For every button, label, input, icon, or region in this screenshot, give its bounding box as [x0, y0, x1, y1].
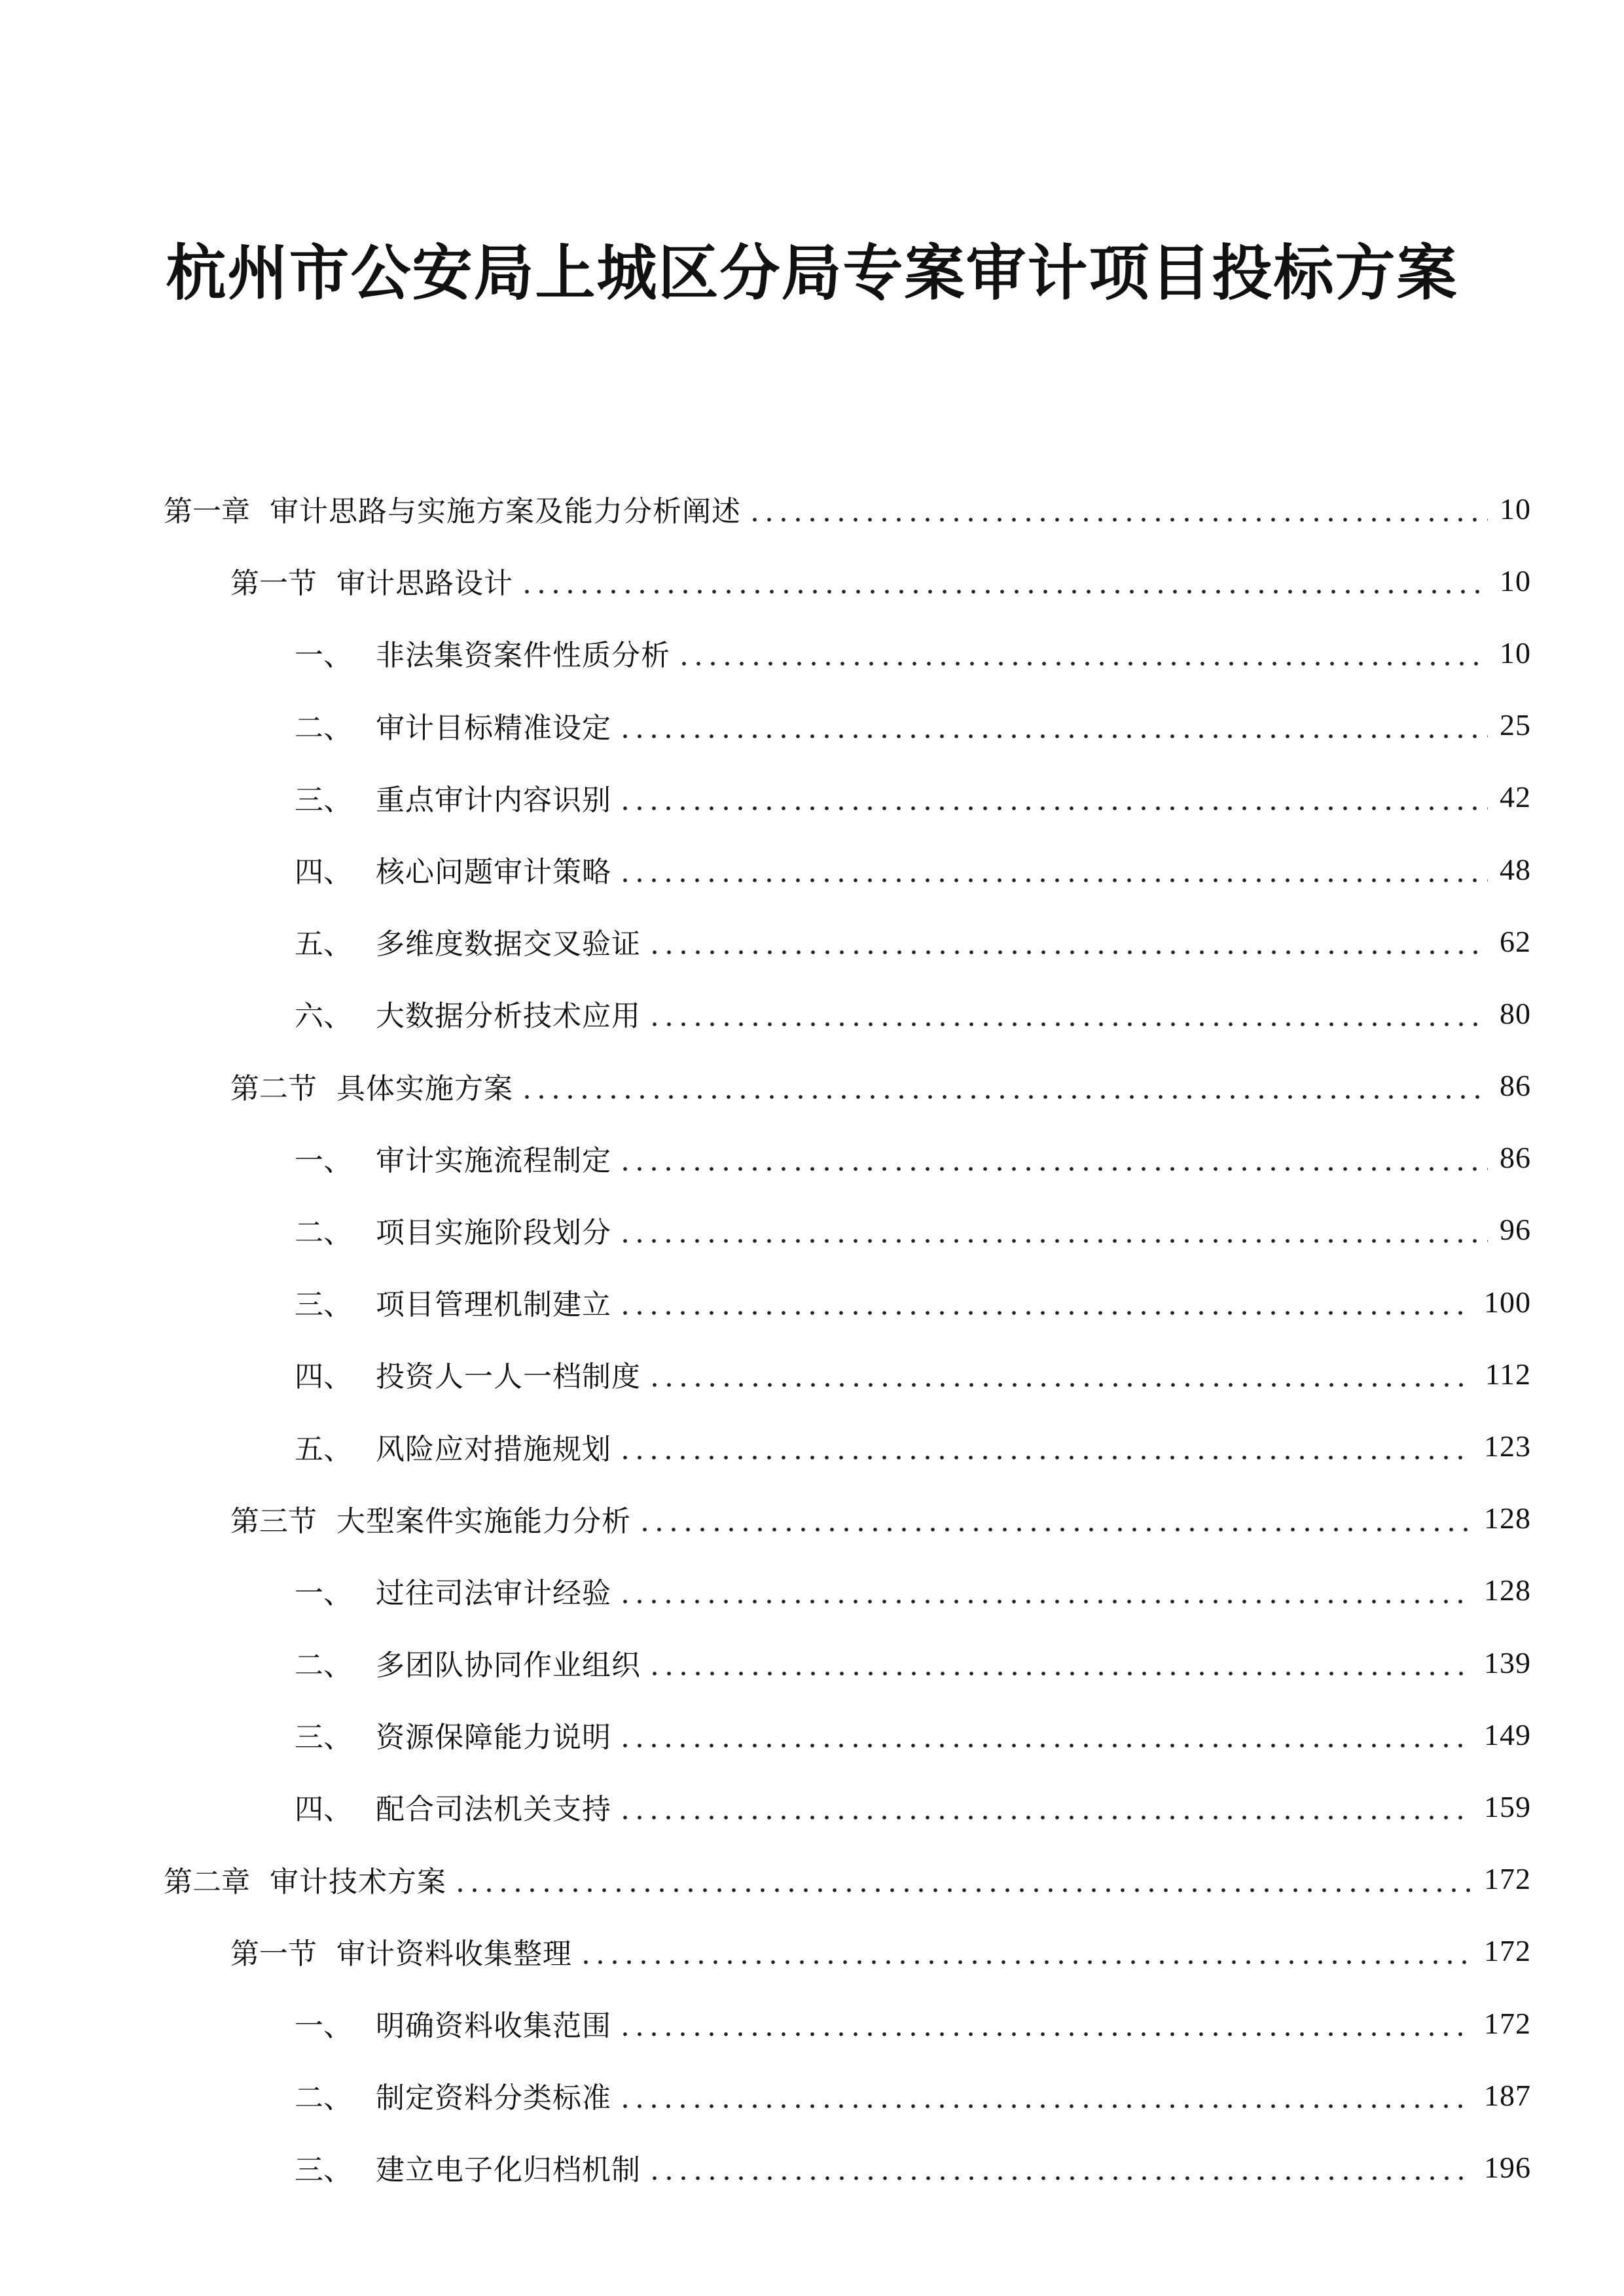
toc-page-number: 123 — [1484, 1429, 1531, 1463]
toc-page-number: 159 — [1484, 1789, 1531, 1823]
toc-page-number: 128 — [1484, 1501, 1531, 1535]
toc-entry-number: 二、 — [295, 1215, 352, 1249]
toc-page-number: 10 — [1500, 492, 1531, 526]
toc-entry-title: 制定资料分类标准 — [376, 2081, 611, 2115]
toc-page-number: 149 — [1484, 1717, 1531, 1751]
toc-entry-title: 大型案件实施能力分析 — [336, 1504, 631, 1538]
toc-page-number: 172 — [1484, 1862, 1531, 1896]
toc-page-number: 10 — [1500, 564, 1531, 598]
toc-entry[interactable] — [0, 1698, 1624, 1770]
toc-entry-title: 审计思路设计 — [336, 567, 513, 601]
toc-dot-leader — [453, 1865, 1472, 1893]
toc-entry-number: 第二节 — [230, 1071, 317, 1105]
toc-entry-number: 二、 — [295, 1649, 352, 1683]
toc-entry-number: 第一节 — [230, 567, 317, 601]
toc-dot-leader — [677, 638, 1488, 667]
toc-entry-number: 一、 — [295, 1143, 352, 1177]
toc-page-number: 172 — [1484, 2006, 1531, 2040]
toc-entry-number: 五、 — [295, 927, 352, 961]
toc-page-number: 139 — [1484, 1645, 1531, 1679]
toc-entry-number: 六、 — [295, 999, 352, 1033]
toc-entry-number: 四、 — [295, 1793, 352, 1827]
toc-dot-leader — [579, 1937, 1472, 1965]
toc-page-number: 86 — [1500, 1141, 1531, 1175]
toc-dot-leader — [647, 1648, 1472, 1677]
toc-entry[interactable] — [0, 1050, 1624, 1122]
toc-dot-leader — [618, 1792, 1472, 1821]
toc-entry-title: 项目实施阶段划分 — [376, 1215, 611, 1249]
toc-page-number: 10 — [1500, 636, 1531, 670]
toc-dot-leader — [618, 1287, 1472, 1316]
toc-entry[interactable] — [0, 1482, 1624, 1554]
toc-entry-title: 非法集资案件性质分析 — [376, 639, 670, 673]
toc-entry[interactable] — [0, 1194, 1624, 1266]
toc-dot-leader — [618, 2009, 1472, 2037]
toc-entry[interactable] — [0, 1122, 1624, 1194]
toc-dot-leader — [647, 999, 1488, 1028]
toc-entry[interactable] — [0, 1266, 1624, 1338]
toc-entry-number: 第三节 — [230, 1504, 317, 1538]
toc-dot-leader — [638, 1504, 1472, 1533]
toc-entry-number: 三、 — [295, 1288, 352, 1322]
toc-page-number: 128 — [1484, 1573, 1531, 1607]
toc-entry-number: 第一节 — [230, 1937, 317, 1971]
toc-entry[interactable] — [0, 1554, 1624, 1626]
toc-entry[interactable] — [0, 977, 1624, 1049]
toc-page-number: 62 — [1500, 924, 1531, 958]
toc-entry[interactable] — [0, 1626, 1624, 1698]
toc-entry-title: 多维度数据交叉验证 — [376, 927, 641, 961]
toc-dot-leader — [618, 711, 1488, 740]
toc-entry-number: 三、 — [295, 1721, 352, 1755]
toc-entry-title: 多团队协同作业组织 — [376, 1649, 641, 1683]
toc-page-number: 100 — [1484, 1285, 1531, 1319]
toc-entry[interactable] — [0, 617, 1624, 689]
toc-entry[interactable] — [0, 1915, 1624, 1987]
toc-dot-leader — [618, 783, 1488, 812]
toc-dot-leader — [520, 566, 1488, 595]
toc-dot-leader — [618, 2081, 1472, 2109]
toc-entry-title: 重点审计内容识别 — [376, 783, 611, 817]
toc-entry-title: 审计目标精准设定 — [376, 711, 611, 745]
toc-dot-leader — [618, 1576, 1472, 1605]
toc-entry-number: 四、 — [295, 1360, 352, 1394]
toc-entry[interactable] — [0, 689, 1624, 761]
toc-entry-number: 第二章 — [164, 1865, 250, 1899]
toc-dot-leader — [618, 1432, 1472, 1461]
toc-entry[interactable] — [0, 1410, 1624, 1482]
toc-entry-number: 四、 — [295, 855, 352, 889]
toc-entry-number: 三、 — [295, 2153, 352, 2187]
toc-dot-leader — [647, 927, 1488, 956]
toc-entry[interactable] — [0, 1338, 1624, 1410]
toc-entry[interactable] — [0, 473, 1624, 545]
toc-dot-leader — [618, 1143, 1488, 1172]
toc-entry-number: 一、 — [295, 639, 352, 673]
toc-entry-title: 审计实施流程制定 — [376, 1143, 611, 1177]
toc-entry-title: 审计思路与实施方案及能力分析阐述 — [270, 495, 741, 529]
toc-dot-leader — [618, 1720, 1472, 1749]
toc-entry[interactable] — [0, 545, 1624, 617]
toc-page-number: 112 — [1485, 1357, 1531, 1391]
toc-entry-number: 一、 — [295, 2009, 352, 2043]
toc-entry-title: 过往司法审计经验 — [376, 1576, 611, 1610]
toc-dot-leader — [520, 1071, 1488, 1100]
toc-page-number: 25 — [1500, 708, 1531, 742]
toc-entry-title: 审计资料收集整理 — [336, 1937, 572, 1971]
toc-entry-title: 投资人一人一档制度 — [376, 1360, 641, 1394]
toc-page-number: 172 — [1484, 1934, 1531, 1968]
toc-dot-leader — [748, 494, 1488, 523]
toc-entry[interactable] — [0, 761, 1624, 833]
toc-entry-number: 五、 — [295, 1432, 352, 1466]
toc-dot-leader — [618, 855, 1488, 884]
toc-page-number: 96 — [1500, 1213, 1531, 1247]
table-of-contents — [0, 473, 1624, 2204]
toc-page-number: 80 — [1500, 996, 1531, 1030]
toc-entry[interactable] — [0, 2131, 1624, 2203]
toc-entry[interactable] — [0, 1770, 1624, 1842]
toc-entry-title: 建立电子化归档机制 — [376, 2153, 641, 2187]
toc-entry-title: 核心问题审计策略 — [376, 855, 611, 889]
document-title: 杭州市公安局上城区分局专案审计项目投标方案 — [166, 238, 1458, 308]
toc-entry[interactable] — [0, 905, 1624, 977]
toc-entry[interactable] — [0, 1987, 1624, 2059]
toc-entry-title: 明确资料收集范围 — [376, 2009, 611, 2043]
toc-dot-leader — [618, 1215, 1488, 1244]
toc-entry-title: 项目管理机制建立 — [376, 1288, 611, 1322]
toc-entry-number: 三、 — [295, 783, 352, 817]
toc-entry-title: 资源保障能力说明 — [376, 1721, 611, 1755]
toc-page-number: 187 — [1484, 2078, 1531, 2112]
toc-entry-title: 审计技术方案 — [270, 1865, 446, 1899]
toc-entry-number: 二、 — [295, 711, 352, 745]
toc-entry-title: 大数据分析技术应用 — [376, 999, 641, 1033]
toc-entry[interactable] — [0, 2059, 1624, 2131]
toc-page-number: 196 — [1484, 2150, 1531, 2184]
toc-page-number: 86 — [1500, 1069, 1531, 1103]
toc-page-number: 42 — [1500, 780, 1531, 814]
toc-entry-number: 一、 — [295, 1576, 352, 1610]
toc-entry-number: 第一章 — [164, 495, 250, 529]
toc-entry-number: 二、 — [295, 2081, 352, 2115]
toc-entry[interactable] — [0, 1843, 1624, 1915]
toc-entry-title: 具体实施方案 — [336, 1071, 513, 1105]
toc-dot-leader — [647, 1359, 1473, 1388]
toc-dot-leader — [647, 2153, 1472, 2181]
toc-page-number: 48 — [1500, 852, 1531, 886]
toc-entry[interactable] — [0, 833, 1624, 905]
toc-entry-title: 风险应对措施规划 — [376, 1432, 611, 1466]
toc-entry-title: 配合司法机关支持 — [376, 1793, 611, 1827]
